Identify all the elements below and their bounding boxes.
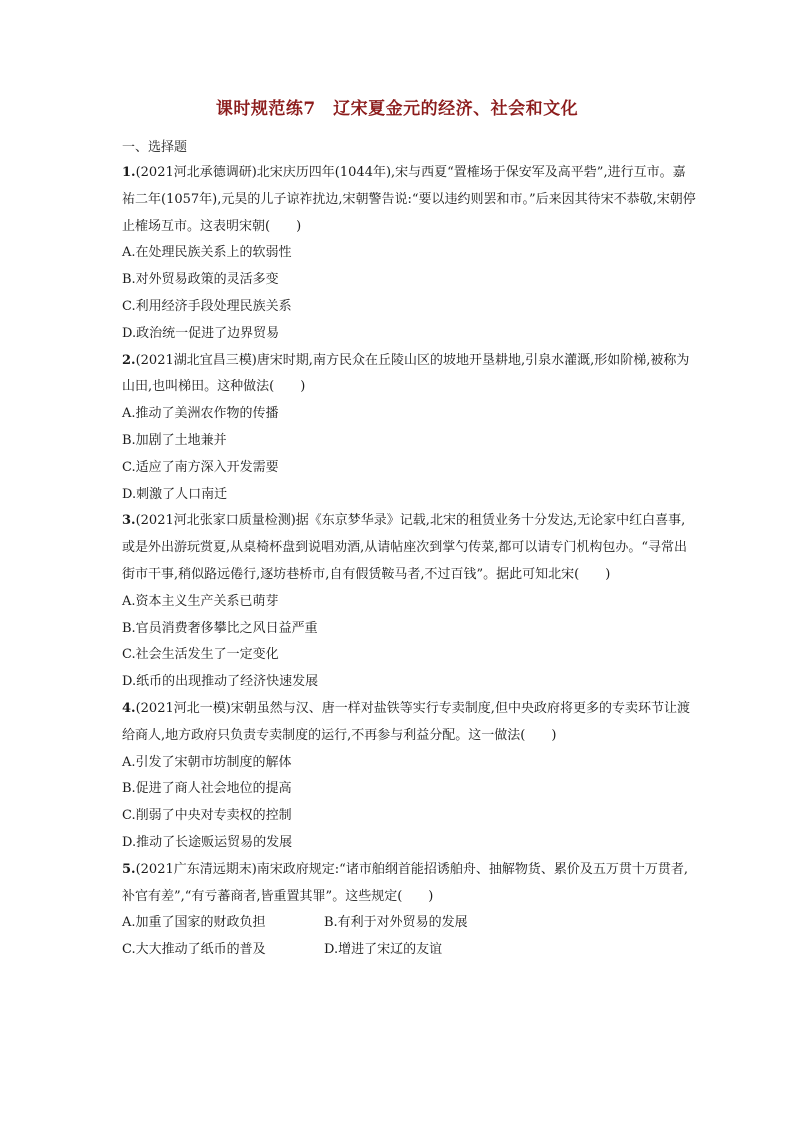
question-number: 4. <box>122 700 136 716</box>
question-4 <box>122 696 698 857</box>
question-stem <box>122 160 698 240</box>
option-b: B.官员消费奢侈攀比之风日益严重 <box>122 620 318 636</box>
option-d: D.政治统一促进了边界贸易 <box>122 325 280 341</box>
option-c: C.削弱了中央对专卖权的控制 <box>122 808 292 824</box>
option-row <box>122 937 698 964</box>
option-b: B.有利于对外贸易的发展 <box>324 915 468 931</box>
option-b: B.对外贸易政策的灵活多变 <box>122 272 279 288</box>
option-b: B.促进了商人社会地位的提高 <box>122 781 292 797</box>
option-row <box>122 910 698 937</box>
option-b: B.加剧了土地兼并 <box>122 432 227 448</box>
question-number: 2. <box>122 352 136 368</box>
question-stem <box>122 696 698 750</box>
question-text: (2021河北一模)宋朝虽然与汉、唐一样对盐铁等实行专卖制度,但中央政府将更多的专卖环节让渡给商人,地方政府只负责专卖制度的运行,不再参与利益分配。这一做法( ) <box>122 700 690 743</box>
option-c: C.适应了南方深入开发需要 <box>122 459 279 475</box>
question-text: (2021河北承德调研)北宋庆历四年(1044年),宋与西夏“置榷场于保安军及高平砦”,进行互市。嘉祐二年(1057年),元昊的儿子谅祚扰边,宋朝警告说:“要以违约则罢和市。”后来因其待宋不恭敬,宋朝停止榷场互市。这表明宋朝( ) <box>122 165 696 234</box>
question-stem <box>122 508 698 588</box>
question-list <box>122 160 698 964</box>
question-text: (2021广东清远期末)南宋政府规定:“诸市舶纲首能招诱舶舟、抽解物货、累价及五万贯十万贯者,补官有差”,“有亏蕃商者,皆重置其罪”。这些规定( ) <box>122 861 688 904</box>
option-a: A.资本主义生产关系已萌芽 <box>122 593 279 609</box>
section-heading: 一、选择题 <box>122 140 188 155</box>
question-number: 1. <box>122 165 136 180</box>
question-5 <box>122 857 698 964</box>
question-text: (2021河北张家口质量检测)据《东京梦华录》记载,北宋的租赁业务十分发达,无论家中红白喜事,或是外出游玩赏夏,从桌椅杯盘到说唱劝酒,从请帖座次到掌勺传菜,都可以请专门机构包办。“寻常出街市干事,稍似路远倦行,逐坊巷桥市,自有假赁鞍马者,不过百钱”。据此可知北宋( ) <box>122 513 688 582</box>
question-text: (2021湖北宜昌三模)唐宋时期,南方民众在丘陵山区的坡地开垦耕地,引泉水灌溉,形如阶梯,被称为山田,也叫梯田。这种做法( ) <box>122 352 690 395</box>
option-a: A.引发了宋朝市坊制度的解体 <box>122 754 292 770</box>
option-c: C.利用经济手段处理民族关系 <box>122 298 292 314</box>
question-stem <box>122 348 698 402</box>
question-2 <box>122 348 698 509</box>
option-d: D.刺激了人口南迁 <box>122 486 228 502</box>
option-a: A.在处理民族关系上的软弱性 <box>122 245 292 261</box>
option-c: C.大大推动了纸币的普及 <box>122 942 266 958</box>
question-1 <box>122 160 698 348</box>
option-d: D.推动了长途贩运贸易的发展 <box>122 834 293 850</box>
question-stem <box>122 857 698 911</box>
option-d: D.增进了宋辽的友谊 <box>324 942 443 958</box>
option-a: A.推动了美洲农作物的传播 <box>122 406 279 422</box>
question-number: 5. <box>122 861 136 877</box>
question-number: 3. <box>122 513 136 529</box>
page-title: 课时规范练7 辽宋夏金元的经济、社会和文化 <box>215 99 579 119</box>
question-3 <box>122 508 698 696</box>
option-a: A.加重了国家的财政负担 <box>122 915 266 931</box>
option-c: C.社会生活发生了一定变化 <box>122 647 279 663</box>
option-d: D.纸币的出现推动了经济快速发展 <box>122 674 319 690</box>
